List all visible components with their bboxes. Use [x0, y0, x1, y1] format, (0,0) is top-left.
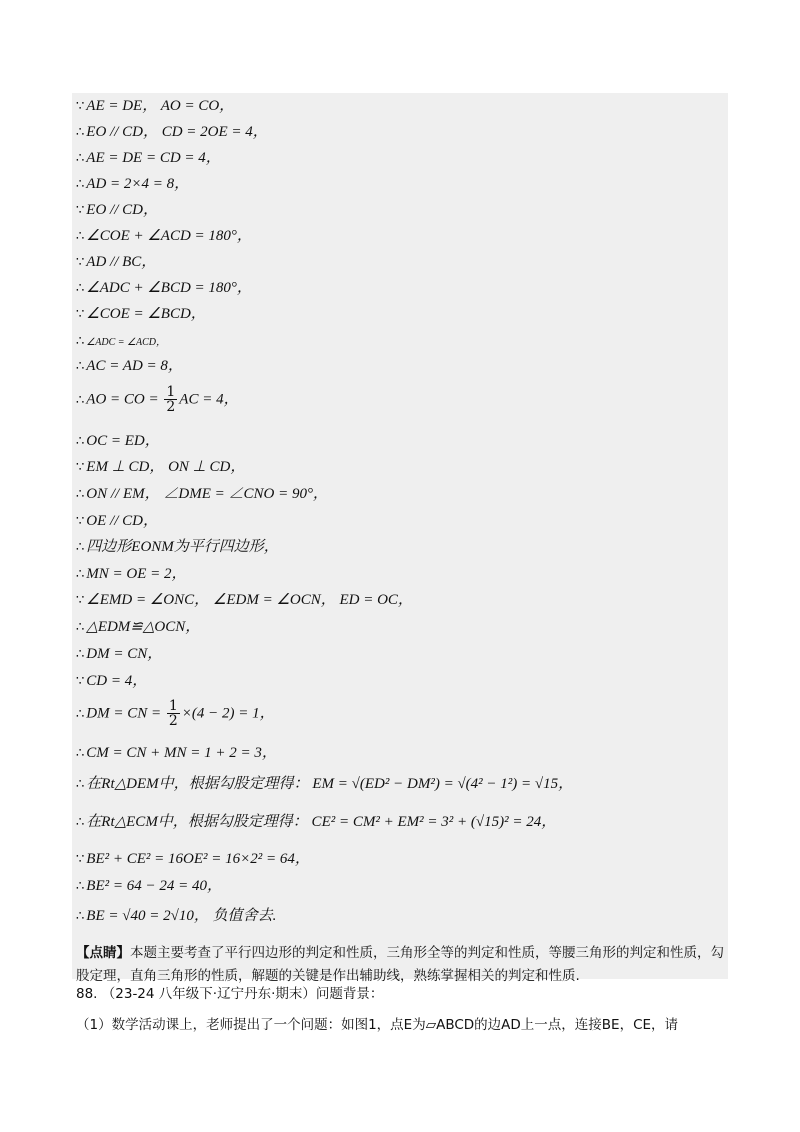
- therefore-symbol: ∴: [76, 359, 85, 374]
- because-symbol: ∵: [76, 514, 85, 529]
- equation-text: AC = AD = 8，: [86, 358, 183, 374]
- equation-text: BE² = 64 − 24 = 40，: [86, 878, 222, 894]
- equation-text: MN = OE = 2，: [86, 566, 187, 582]
- because-symbol: ∵: [76, 593, 85, 608]
- equation-text: 在Rt△ECM中，根据勾股定理得： CE² = CM² + EM² = 3² + (√15)² = 24，: [86, 814, 557, 830]
- question-header: 88. （23-24 八年级下·辽宁丹东·期末）问题背景：: [76, 986, 384, 1002]
- therefore-symbol: ∴: [76, 229, 85, 244]
- therefore-symbol: ∴: [76, 777, 85, 792]
- therefore-symbol: ∴: [76, 909, 85, 924]
- because-symbol: ∵: [76, 307, 85, 322]
- because-symbol: ∵: [76, 255, 85, 270]
- solution-line: [76, 905, 276, 927]
- solution-line: [76, 811, 556, 833]
- therefore-symbol: ∴: [76, 281, 85, 296]
- equation-text: CM = CN + MN = 1 + 2 = 3，: [86, 745, 277, 761]
- equation-text: EM ⊥ CD， ON ⊥ CD，: [86, 459, 246, 475]
- therefore-symbol: ∴: [76, 620, 85, 635]
- fraction-denominator: 2: [168, 713, 178, 729]
- solution-line: [76, 330, 166, 352]
- fraction-numerator: 1: [168, 698, 178, 714]
- equation-text: ON // EM， ∠DME = ∠CNO = 90°，: [86, 486, 328, 502]
- solution-line: [76, 510, 158, 532]
- solution-line: [76, 430, 160, 452]
- solution-block: [72, 93, 728, 984]
- because-symbol: ∵: [76, 460, 85, 475]
- equation-text: AD = 2×4 = 8，: [86, 176, 190, 192]
- solution-line: [76, 742, 277, 764]
- therefore-symbol: ∴: [76, 706, 85, 722]
- equation-text: EO // CD， CD = 2OE = 4，: [86, 124, 268, 140]
- therefore-symbol: ∴: [76, 125, 85, 140]
- equation-text: OC = ED，: [86, 433, 160, 449]
- equation-text: AE = DE = CD = 4，: [86, 150, 221, 166]
- comment-paragraph: [76, 942, 724, 988]
- equation-text: CD = 4，: [86, 673, 148, 689]
- therefore-symbol: ∴: [76, 392, 85, 408]
- solution-line: [76, 536, 279, 558]
- equation-text: 在Rt△DEM中，根据勾股定理得： EM = √(ED² − DM²) = √(4² − 1²) = √15，: [86, 776, 574, 792]
- solution-line: [76, 848, 310, 870]
- therefore-symbol: ∴: [76, 746, 85, 761]
- therefore-symbol: ∴: [76, 815, 85, 830]
- equation-text: AD // BC，: [86, 254, 157, 270]
- therefore-symbol: ∴: [76, 540, 85, 555]
- solution-line: [76, 355, 183, 377]
- equation-text: EO // CD，: [86, 202, 158, 218]
- therefore-symbol: ∴: [76, 567, 85, 582]
- equation-text: OE // CD，: [86, 513, 158, 529]
- fraction-numerator: 1: [166, 384, 176, 400]
- equation-text: ∠COE = ∠BCD，: [86, 306, 206, 322]
- equation-text: BE = √40 = 2√10， 负值舍去.: [86, 908, 277, 924]
- solution-line: [76, 563, 187, 585]
- equation-text: AO = CO =: [86, 391, 163, 408]
- solution-line: [76, 199, 158, 221]
- solution-line: [76, 643, 162, 665]
- because-symbol: ∵: [76, 99, 85, 114]
- solution-line: [76, 670, 147, 692]
- equation-text: 四边形EONM为平行四边形，: [86, 539, 279, 555]
- equation-text: ∠EMD = ∠ONC， ∠EDM = ∠OCN， ED = OC，: [86, 592, 413, 608]
- fraction: [167, 699, 180, 728]
- solution-line: [76, 303, 206, 325]
- solution-line: [76, 121, 268, 143]
- because-symbol: ∵: [76, 674, 85, 689]
- therefore-symbol: ∴: [76, 647, 85, 662]
- therefore-symbol: ∴: [76, 177, 85, 192]
- fraction-denominator: 2: [166, 399, 176, 415]
- equation-text: BE² + CE² = 16OE² = 16×2² = 64，: [86, 851, 310, 867]
- therefore-symbol: ∴: [76, 434, 85, 449]
- solution-line: [76, 225, 252, 247]
- because-symbol: ∵: [76, 203, 85, 218]
- equation-text: ∠ADC + ∠BCD = 180°，: [86, 280, 252, 296]
- equation-text: ∠ADC = ∠ACD，: [86, 337, 166, 348]
- solution-line: [76, 95, 234, 117]
- therefore-symbol: ∴: [76, 334, 85, 349]
- question-text: （1）数学活动课上，老师提出了一个问题：如图1，点E为▱ABCD的边AD上一点，连接BE，CE，请: [76, 1017, 679, 1033]
- solution-line: [76, 384, 239, 415]
- solution-line: [76, 147, 221, 169]
- solution-line: [76, 589, 413, 611]
- solution-line: [76, 773, 573, 795]
- equation-text: △EDM≌△OCN，: [86, 619, 201, 635]
- equation-text: DM = CN =: [86, 705, 165, 722]
- therefore-symbol: ∴: [76, 487, 85, 502]
- solution-line: [76, 483, 328, 505]
- therefore-symbol: ∴: [76, 151, 85, 166]
- solution-line: [76, 173, 189, 195]
- solution-line: [76, 616, 200, 638]
- comment-label: 【点睛】: [76, 945, 130, 961]
- equation-text: AE = DE， AO = CO，: [86, 98, 235, 114]
- because-symbol: ∵: [76, 852, 85, 867]
- solution-line: [76, 875, 222, 897]
- solution-line: [76, 698, 275, 729]
- solution-line: [76, 251, 156, 273]
- therefore-symbol: ∴: [76, 879, 85, 894]
- solution-line: [76, 277, 252, 299]
- equation-text: ∠COE + ∠ACD = 180°，: [86, 228, 252, 244]
- comment-text: 本题主要考查了平行四边形的判定和性质，三角形全等的判定和性质，等腰三角形的判定和性质，勾股定理，直角三角形的性质，解题的关键是作出辅助线，熟练掌握相关的判定和性质.: [76, 945, 724, 984]
- equation-text: ×(4 − 2) = 1，: [181, 705, 275, 722]
- equation-text: DM = CN，: [86, 646, 163, 662]
- fraction: [164, 385, 177, 414]
- equation-text: AC = 4，: [179, 391, 239, 408]
- solution-line: [76, 456, 245, 478]
